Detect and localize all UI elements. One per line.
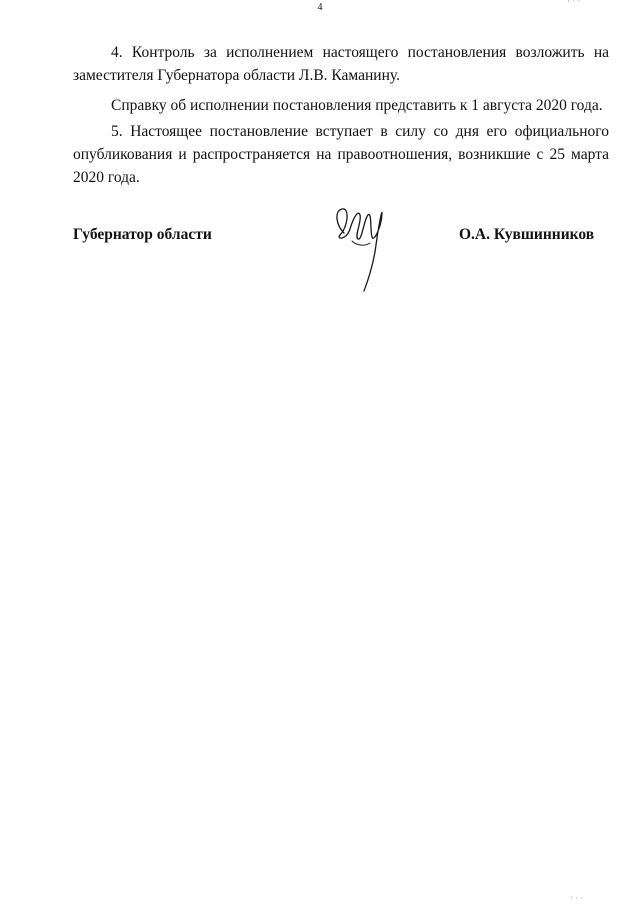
signatory-title: Губернатор области: [73, 226, 212, 243]
signatory-name: О.А. Кувшинников: [459, 226, 595, 243]
paragraph-report: Справку об исполнении постановления представить к 1 августа 2020 года.: [111, 97, 603, 114]
bottom-corner-mark: · · ·: [570, 893, 584, 903]
paragraph-effective-date: 5. Настоящее постановление вступает в силу со дня его официального опубликования и распространяется на правоотношения, возникшие с 25 марта 2020 года.: [73, 123, 609, 186]
paragraph-control: 4. Контроль за исполнением настоящего постановления возложить на заместителя Губернатора области Л.В. Каманину.: [73, 44, 609, 84]
top-corner-mark: · · ·: [567, 0, 581, 6]
page-number: 4: [317, 2, 323, 13]
handwritten-signature: [330, 205, 390, 295]
